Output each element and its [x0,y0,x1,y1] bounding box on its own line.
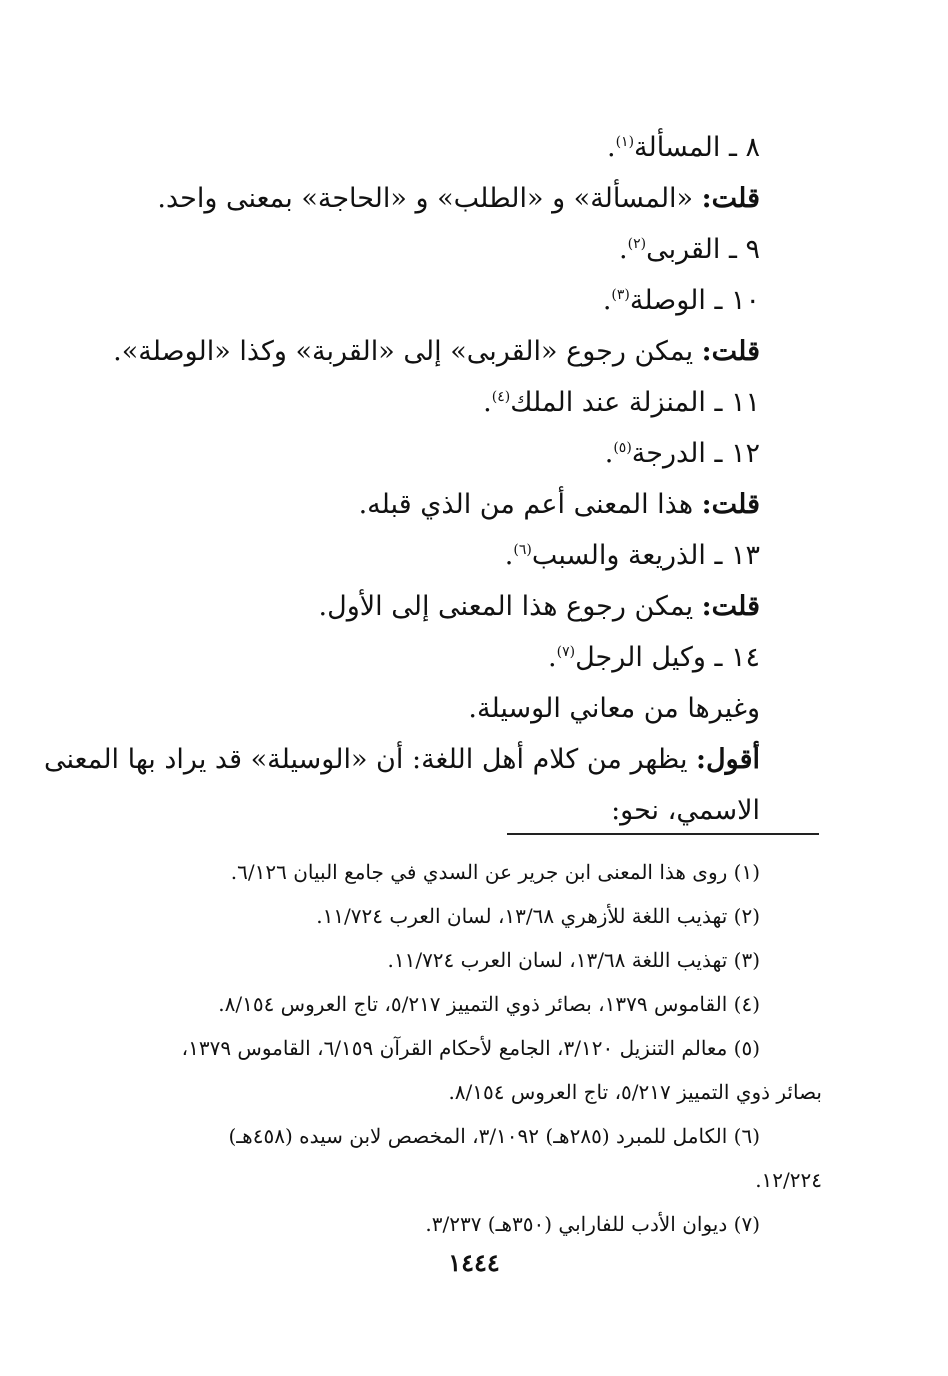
text-line [108,428,760,479]
footnote-ref[interactable]: (٦) [513,542,532,558]
text-line [108,632,760,683]
line-text: وغيرها من معاني الوسيلة. [468,693,760,724]
line-text: الاسمي، نحو: [611,795,760,826]
footnote: (٦) الكامل للمبرد (٢٨٥هـ) ٣/١٠٩٢، المخصص لابن سيده (٤٥٨هـ) [228,1124,760,1148]
line-text: «المسألة» و «الطلب» و «الحاجة» بمعنى واحد. [157,183,702,214]
line-text: يظهر من كلام أهل اللغة: أن «الوسيلة» قد يراد بها المعنى [44,744,697,775]
footnote: (١) روى هذا المعنى ابن جرير عن السدي في جامع البيان ٦/١٢٦. [230,860,760,884]
footnote-ref[interactable]: (٢) [627,236,647,252]
aqul-line [44,734,760,785]
footnote-ref[interactable]: (٥) [613,440,632,456]
line-text: ١١ ـ المنزلة عند الملك [510,387,760,418]
footnote-continuation: ١٢/٢٢٤. [755,1168,822,1192]
text-line [108,479,760,530]
line-text: هذا المعنى أعم من الذي قبله. [358,489,702,520]
text-line [108,173,760,224]
text-line [108,683,760,734]
line-end: . [602,285,612,316]
footnote-divider [507,833,819,835]
line-text: ١٠ ـ الوصلة [629,285,760,316]
keyword: أقول: [696,744,760,775]
footnote-continuation: بصائر ذوي التمييز ٥/٢١٧، تاج العروس ٨/١٥٤. [448,1080,822,1104]
line-end: . [604,438,614,469]
footnote: (٢) تهذيب اللغة للأزهري ١٣/٦٨، لسان العرب ١١/٧٢٤. [316,904,760,928]
text-line [108,224,760,275]
footnote-ref[interactable]: (٤) [491,389,511,405]
text-line [108,122,760,173]
line-end: . [483,387,492,418]
text-line [108,377,760,428]
line-end: . [504,540,514,571]
footnote: (٣) تهذيب اللغة ١٣/٦٨، لسان العرب ١١/٧٢٤. [387,948,760,972]
text-line [108,275,760,326]
line-text: ١٢ ـ الدرجة [631,438,760,469]
footnote-ref[interactable]: (١) [615,134,635,150]
footnote-ref[interactable]: (٣) [611,287,630,303]
footnote: (٧) ديوان الأدب للفارابي (٣٥٠هـ) ٣/٢٣٧. [425,1212,760,1236]
line-end: . [606,132,616,163]
footnote: (٥) معالم التنزيل ٣/١٢٠، الجامع لأحكام القرآن ٦/١٥٩، القاموس ١٣٧٩، [181,1036,760,1060]
footnote-ref[interactable]: (٧) [556,644,576,660]
line-text: يمكن رجوع هذا المعنى إلى الأول. [318,591,702,622]
aqul-continuation [108,785,760,836]
line-text: يمكن رجوع «القربى» إلى «القربة» وكذا «الوصلة». [113,336,702,367]
keyword: قلت: [701,489,760,520]
line-text: ٩ ـ القربى [646,234,760,265]
text-line [108,326,760,377]
line-text: ١٣ ـ الذريعة والسبب [531,540,760,571]
line-end: . [548,642,557,673]
footnotes [100,850,822,1246]
text-line [108,581,760,632]
keyword: قلت: [701,591,760,622]
main-text [44,122,760,836]
line-end: . [619,234,628,265]
text-line [108,530,760,581]
line-text: ٨ ـ المسألة [634,132,760,163]
page-number: ١٤٤٤ [448,1248,500,1277]
line-text: ١٤ ـ وكيل الرجل [575,642,760,673]
keyword: قلت: [701,183,760,214]
keyword: قلت: [701,336,760,367]
footnote: (٤) القاموس ١٣٧٩، بصائر ذوي التمييز ٥/٢١٧، تاج العروس ٨/١٥٤. [218,992,760,1016]
